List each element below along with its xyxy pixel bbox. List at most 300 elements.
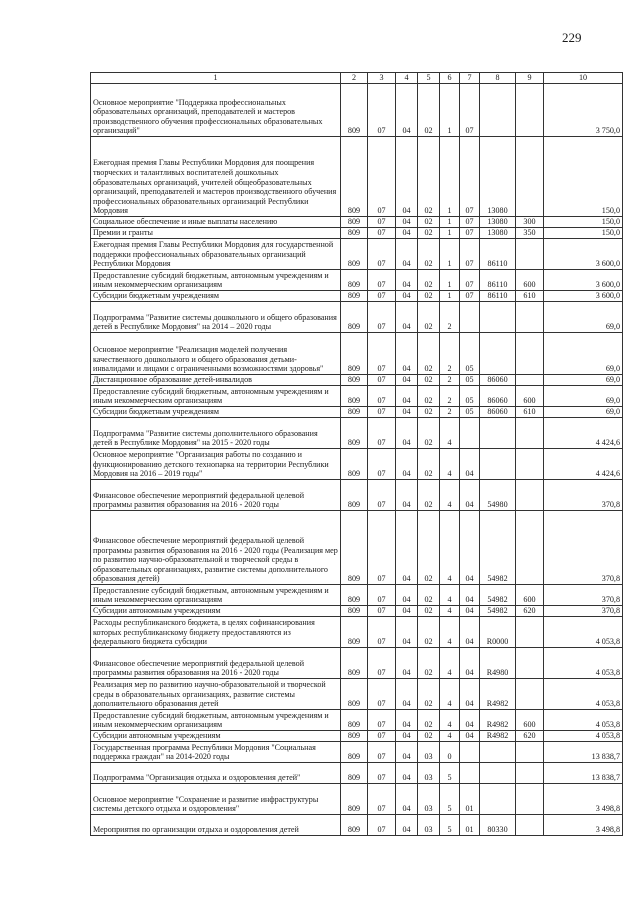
table-row: [91, 386, 623, 407]
column-3-code: 07: [368, 270, 396, 291]
column-9-code: 610: [516, 407, 544, 418]
column-9-code: [516, 302, 544, 333]
column-8-code: 13080: [480, 217, 516, 228]
column-2-code: 809: [341, 302, 368, 333]
column-2-code: 809: [341, 815, 368, 836]
column-3-code: 07: [368, 84, 396, 137]
column-6-code: 1: [440, 291, 460, 302]
column-9-code: [516, 784, 544, 815]
page-number: 229: [562, 30, 582, 45]
row-label: Премии и гранты: [91, 228, 341, 239]
column-5-code: 02: [418, 449, 440, 480]
row-label: Дистанционное образование детей-инвалидов: [91, 375, 341, 386]
column-8-code: 13080: [480, 137, 516, 217]
table-row: [91, 239, 623, 270]
amount-cell: 4 053,8: [544, 617, 623, 648]
column-8-code: 86110: [480, 270, 516, 291]
column-2-code: 809: [341, 710, 368, 731]
column-8-code: 80330: [480, 815, 516, 836]
column-8-code: 54982: [480, 585, 516, 606]
row-label: Подпрограмма "Организация отдыха и оздоровления детей": [91, 763, 341, 784]
column-5-code: 02: [418, 333, 440, 375]
column-4-code: 04: [396, 386, 418, 407]
amount-cell: 69,0: [544, 375, 623, 386]
table-row: [91, 418, 623, 449]
column-6-code: 2: [440, 407, 460, 418]
table-row: [91, 270, 623, 291]
column-3-code: 07: [368, 784, 396, 815]
column-3-code: 07: [368, 763, 396, 784]
column-4-code: 04: [396, 585, 418, 606]
column-header: 10: [544, 73, 623, 84]
column-8-code: 13080: [480, 228, 516, 239]
table-row: [91, 731, 623, 742]
column-6-code: 2: [440, 333, 460, 375]
amount-cell: 69,0: [544, 333, 623, 375]
amount-cell: 3 498,8: [544, 815, 623, 836]
column-header: 9: [516, 73, 544, 84]
column-2-code: 809: [341, 407, 368, 418]
amount-cell: 3 498,8: [544, 784, 623, 815]
column-5-code: 02: [418, 239, 440, 270]
row-label: Основное мероприятие "Организация работы по созданию и функционированию детского технопарка на территории Республики Мордовия на 2016 – 2019 годы": [91, 449, 341, 480]
column-2-code: 809: [341, 480, 368, 511]
column-2-code: 809: [341, 84, 368, 137]
column-7-code: 05: [460, 375, 480, 386]
column-7-code: 07: [460, 239, 480, 270]
column-2-code: 809: [341, 270, 368, 291]
column-7-code: 07: [460, 228, 480, 239]
column-8-code: 54982: [480, 511, 516, 585]
column-7-code: 04: [460, 511, 480, 585]
column-9-code: [516, 239, 544, 270]
row-label: Ежегодная премия Главы Республики Мордовия для государственной поддержки профессиональных образовательных организаций Республики Мордовия: [91, 239, 341, 270]
column-3-code: 07: [368, 480, 396, 511]
column-4-code: 04: [396, 763, 418, 784]
row-label: Социальное обеспечение и иные выплаты населению: [91, 217, 341, 228]
column-4-code: 04: [396, 302, 418, 333]
column-8-code: [480, 418, 516, 449]
amount-cell: 3 600,0: [544, 270, 623, 291]
column-2-code: 809: [341, 449, 368, 480]
column-5-code: 02: [418, 137, 440, 217]
column-4-code: 04: [396, 511, 418, 585]
column-4-code: 04: [396, 375, 418, 386]
column-3-code: 07: [368, 302, 396, 333]
column-3-code: 07: [368, 815, 396, 836]
column-2-code: 809: [341, 217, 368, 228]
column-2-code: 809: [341, 333, 368, 375]
amount-cell: 370,8: [544, 585, 623, 606]
column-5-code: 02: [418, 679, 440, 710]
column-9-code: 600: [516, 710, 544, 731]
column-2-code: 809: [341, 386, 368, 407]
column-8-code: R4980: [480, 648, 516, 679]
table-row: [91, 815, 623, 836]
amount-cell: 3 600,0: [544, 291, 623, 302]
column-4-code: 04: [396, 606, 418, 617]
column-6-code: 1: [440, 137, 460, 217]
column-9-code: 300: [516, 217, 544, 228]
column-5-code: 02: [418, 606, 440, 617]
column-9-code: [516, 648, 544, 679]
column-4-code: 04: [396, 480, 418, 511]
amount-cell: 370,8: [544, 606, 623, 617]
table-row: [91, 648, 623, 679]
column-4-code: 04: [396, 217, 418, 228]
table-row: [91, 84, 623, 137]
column-8-code: 54980: [480, 480, 516, 511]
table-row: [91, 480, 623, 511]
column-6-code: 4: [440, 606, 460, 617]
column-2-code: 809: [341, 585, 368, 606]
table-row: [91, 291, 623, 302]
column-6-code: 4: [440, 710, 460, 731]
column-9-code: 600: [516, 270, 544, 291]
column-8-code: 86060: [480, 386, 516, 407]
row-label: Субсидии бюджетным учреждениям: [91, 291, 341, 302]
column-6-code: 1: [440, 270, 460, 291]
column-5-code: 03: [418, 815, 440, 836]
row-label: Финансовое обеспечение мероприятий федеральной целевой программы развития образования на 2016 - 2020 годы: [91, 480, 341, 511]
column-9-code: [516, 815, 544, 836]
row-label: Предоставление субсидий бюджетным, автономным учреждениям и иным некоммерческим организациям: [91, 386, 341, 407]
column-3-code: 07: [368, 511, 396, 585]
column-6-code: 1: [440, 84, 460, 137]
column-2-code: 809: [341, 137, 368, 217]
column-7-code: 05: [460, 333, 480, 375]
column-9-code: 600: [516, 386, 544, 407]
column-9-code: [516, 449, 544, 480]
column-8-code: 86110: [480, 291, 516, 302]
column-9-code: 600: [516, 585, 544, 606]
column-3-code: 07: [368, 239, 396, 270]
column-6-code: 4: [440, 648, 460, 679]
column-9-code: [516, 742, 544, 763]
column-header: 5: [418, 73, 440, 84]
column-7-code: 04: [460, 606, 480, 617]
column-6-code: 1: [440, 228, 460, 239]
column-7-code: [460, 418, 480, 449]
table-row: [91, 333, 623, 375]
column-5-code: 02: [418, 375, 440, 386]
column-6-code: 5: [440, 815, 460, 836]
column-2-code: 809: [341, 511, 368, 585]
row-label: Субсидии автономным учреждениям: [91, 731, 341, 742]
column-4-code: 04: [396, 291, 418, 302]
amount-cell: 150,0: [544, 228, 623, 239]
column-4-code: 04: [396, 617, 418, 648]
column-7-code: 04: [460, 480, 480, 511]
column-header: 7: [460, 73, 480, 84]
column-3-code: 07: [368, 710, 396, 731]
column-5-code: 02: [418, 270, 440, 291]
column-8-code: [480, 784, 516, 815]
column-9-code: [516, 763, 544, 784]
column-6-code: 4: [440, 585, 460, 606]
column-8-code: [480, 763, 516, 784]
column-6-code: 4: [440, 418, 460, 449]
column-7-code: 01: [460, 815, 480, 836]
column-6-code: 2: [440, 375, 460, 386]
column-4-code: 04: [396, 407, 418, 418]
column-4-code: 04: [396, 731, 418, 742]
column-3-code: 07: [368, 333, 396, 375]
column-7-code: 07: [460, 217, 480, 228]
column-2-code: 809: [341, 375, 368, 386]
table-header-row: [91, 73, 623, 84]
column-7-code: 04: [460, 648, 480, 679]
column-6-code: 2: [440, 302, 460, 333]
amount-cell: 13 838,7: [544, 742, 623, 763]
column-3-code: 07: [368, 137, 396, 217]
column-9-code: [516, 480, 544, 511]
column-5-code: 02: [418, 480, 440, 511]
table-row: [91, 375, 623, 386]
column-3-code: 07: [368, 375, 396, 386]
column-8-code: [480, 449, 516, 480]
column-7-code: 04: [460, 617, 480, 648]
column-5-code: 02: [418, 407, 440, 418]
table-row: [91, 407, 623, 418]
column-8-code: 86060: [480, 407, 516, 418]
column-3-code: 07: [368, 418, 396, 449]
column-7-code: 05: [460, 407, 480, 418]
column-5-code: 02: [418, 731, 440, 742]
column-4-code: 04: [396, 742, 418, 763]
column-4-code: 04: [396, 710, 418, 731]
column-8-code: R0000: [480, 617, 516, 648]
row-label: Реализация мер по развитию научно-образовательной и творческой среды в образовательных организациях, развитие системы дополнительного образования детей: [91, 679, 341, 710]
table-row: [91, 742, 623, 763]
table-row: [91, 217, 623, 228]
row-label: Субсидии бюджетным учреждениям: [91, 407, 341, 418]
column-7-code: 04: [460, 731, 480, 742]
row-label: Ежегодная премия Главы Республики Мордовия для поощрения творческих и талантливых воспитателей дошкольных образовательных организаций, учителей общеобразовательных организаций, преподавателей и мастеров производственного обучения профессиональных образовательных организаций Республики Мордовия: [91, 137, 341, 217]
column-5-code: 02: [418, 291, 440, 302]
column-2-code: 809: [341, 291, 368, 302]
column-9-code: [516, 679, 544, 710]
table-row: [91, 302, 623, 333]
column-3-code: 07: [368, 407, 396, 418]
column-3-code: 07: [368, 291, 396, 302]
table-row: [91, 585, 623, 606]
column-3-code: 07: [368, 679, 396, 710]
amount-cell: 13 838,7: [544, 763, 623, 784]
column-header: 4: [396, 73, 418, 84]
column-8-code: R4982: [480, 710, 516, 731]
column-9-code: [516, 84, 544, 137]
column-4-code: 04: [396, 333, 418, 375]
table-row: [91, 679, 623, 710]
column-4-code: 04: [396, 648, 418, 679]
column-7-code: 04: [460, 710, 480, 731]
column-9-code: [516, 333, 544, 375]
column-4-code: 04: [396, 784, 418, 815]
column-2-code: 809: [341, 606, 368, 617]
column-2-code: 809: [341, 239, 368, 270]
amount-cell: 69,0: [544, 302, 623, 333]
column-7-code: 07: [460, 291, 480, 302]
row-label: Основное мероприятие "Сохранение и развитие инфраструктуры системы детского отдыха и оздоровления": [91, 784, 341, 815]
amount-cell: 4 053,8: [544, 679, 623, 710]
column-4-code: 04: [396, 137, 418, 217]
column-header: 1: [91, 73, 341, 84]
column-2-code: 809: [341, 742, 368, 763]
column-6-code: 1: [440, 239, 460, 270]
column-9-code: [516, 137, 544, 217]
column-3-code: 07: [368, 217, 396, 228]
column-header: 3: [368, 73, 396, 84]
column-3-code: 07: [368, 585, 396, 606]
column-3-code: 07: [368, 449, 396, 480]
amount-cell: 4 053,8: [544, 731, 623, 742]
column-6-code: 1: [440, 217, 460, 228]
column-5-code: 02: [418, 511, 440, 585]
column-4-code: 04: [396, 679, 418, 710]
column-4-code: 04: [396, 815, 418, 836]
column-4-code: 04: [396, 418, 418, 449]
column-8-code: [480, 333, 516, 375]
column-header: 6: [440, 73, 460, 84]
amount-cell: 69,0: [544, 386, 623, 407]
column-2-code: 809: [341, 731, 368, 742]
column-5-code: 02: [418, 228, 440, 239]
column-2-code: 809: [341, 679, 368, 710]
column-3-code: 07: [368, 731, 396, 742]
column-5-code: 03: [418, 742, 440, 763]
column-3-code: 07: [368, 386, 396, 407]
column-5-code: 02: [418, 648, 440, 679]
column-7-code: 01: [460, 784, 480, 815]
column-8-code: [480, 84, 516, 137]
row-label: Предоставление субсидий бюджетным, автономным учреждениям и иным некоммерческим организациям: [91, 270, 341, 291]
column-header: 8: [480, 73, 516, 84]
column-8-code: [480, 742, 516, 763]
column-6-code: 2: [440, 386, 460, 407]
table-row: [91, 228, 623, 239]
column-7-code: 04: [460, 449, 480, 480]
table-body: [91, 84, 623, 836]
row-label: Основное мероприятие "Поддержка профессиональных образовательных организаций, преподавателей и мастеров производственного обучения профессиональных образовательных организаций": [91, 84, 341, 137]
column-7-code: 05: [460, 386, 480, 407]
column-3-code: 07: [368, 228, 396, 239]
row-label: Предоставление субсидий бюджетным, автономным учреждениям и иным некоммерческим организациям: [91, 585, 341, 606]
amount-cell: 4 424,6: [544, 449, 623, 480]
column-7-code: 07: [460, 84, 480, 137]
column-4-code: 04: [396, 239, 418, 270]
row-label: Мероприятия по организации отдыха и оздоровления детей: [91, 815, 341, 836]
column-3-code: 07: [368, 606, 396, 617]
column-8-code: 86060: [480, 375, 516, 386]
table-row: [91, 511, 623, 585]
amount-cell: 150,0: [544, 217, 623, 228]
column-8-code: R4982: [480, 679, 516, 710]
column-9-code: [516, 418, 544, 449]
amount-cell: 150,0: [544, 137, 623, 217]
amount-cell: 4 053,8: [544, 648, 623, 679]
column-6-code: 0: [440, 742, 460, 763]
row-label: Субсидии автономным учреждениям: [91, 606, 341, 617]
column-6-code: 4: [440, 731, 460, 742]
column-8-code: 54982: [480, 606, 516, 617]
amount-cell: 3 750,0: [544, 84, 623, 137]
amount-cell: 370,8: [544, 511, 623, 585]
amount-cell: 370,8: [544, 480, 623, 511]
column-7-code: 04: [460, 585, 480, 606]
column-5-code: 02: [418, 617, 440, 648]
table-row: [91, 606, 623, 617]
column-2-code: 809: [341, 617, 368, 648]
table-row: [91, 763, 623, 784]
row-label: Государственная программа Республики Мордовия "Социальная поддержка граждан" на 2014-2020 годы: [91, 742, 341, 763]
column-6-code: 5: [440, 763, 460, 784]
column-9-code: 620: [516, 606, 544, 617]
column-5-code: 02: [418, 386, 440, 407]
column-2-code: 809: [341, 763, 368, 784]
column-6-code: 4: [440, 617, 460, 648]
column-4-code: 04: [396, 84, 418, 137]
amount-cell: 69,0: [544, 407, 623, 418]
column-7-code: [460, 302, 480, 333]
column-7-code: 04: [460, 679, 480, 710]
column-6-code: 4: [440, 480, 460, 511]
table-row: [91, 617, 623, 648]
column-9-code: [516, 617, 544, 648]
row-label: Расходы республиканского бюджета, в целях софинансирования которых республиканскому бюджету предоставляются из федерального бюджета субсидии: [91, 617, 341, 648]
row-label: Подпрограмма "Развитие системы дополнительного образования детей в Республике Мордовия" на 2015 - 2020 годы: [91, 418, 341, 449]
column-5-code: 02: [418, 585, 440, 606]
column-8-code: 86110: [480, 239, 516, 270]
column-4-code: 04: [396, 228, 418, 239]
table-row: [91, 710, 623, 731]
column-8-code: [480, 302, 516, 333]
column-6-code: 4: [440, 679, 460, 710]
column-2-code: 809: [341, 228, 368, 239]
row-label: Предоставление субсидий бюджетным, автономным учреждениям и иным некоммерческим организациям: [91, 710, 341, 731]
column-3-code: 07: [368, 648, 396, 679]
column-9-code: 350: [516, 228, 544, 239]
column-header: 2: [341, 73, 368, 84]
column-5-code: 02: [418, 710, 440, 731]
table-row: [91, 449, 623, 480]
column-5-code: 02: [418, 302, 440, 333]
column-4-code: 04: [396, 270, 418, 291]
column-7-code: [460, 763, 480, 784]
column-5-code: 02: [418, 217, 440, 228]
column-6-code: 5: [440, 784, 460, 815]
table-row: [91, 784, 623, 815]
column-6-code: 4: [440, 511, 460, 585]
column-4-code: 04: [396, 449, 418, 480]
row-label: Финансовое обеспечение мероприятий федеральной целевой программы развития образования на 2016 - 2020 годы (Реализация мер по развитию научно-образовательной и творческой среды в образовательных организациях, развитие системы дополнительного образования детей): [91, 511, 341, 585]
column-2-code: 809: [341, 648, 368, 679]
amount-cell: 3 600,0: [544, 239, 623, 270]
row-label: Финансовое обеспечение мероприятий федеральной целевой программы развития образования на 2016 - 2020 годы: [91, 648, 341, 679]
column-2-code: 809: [341, 418, 368, 449]
column-8-code: R4982: [480, 731, 516, 742]
amount-cell: 4 053,8: [544, 710, 623, 731]
amount-cell: 4 424,6: [544, 418, 623, 449]
row-label: Основное мероприятие "Реализация моделей получения качественного дошкольного и общего образования детьми-инвалидами и лицами с ограниченными возможностями здоровья": [91, 333, 341, 375]
column-7-code: 07: [460, 270, 480, 291]
column-9-code: [516, 511, 544, 585]
column-9-code: [516, 375, 544, 386]
column-5-code: 02: [418, 418, 440, 449]
column-6-code: 4: [440, 449, 460, 480]
column-2-code: 809: [341, 784, 368, 815]
row-label: Подпрограмма "Развитие системы дошкольного и общего образования детей в Республике Мордовия" на 2014 – 2020 годы: [91, 302, 341, 333]
